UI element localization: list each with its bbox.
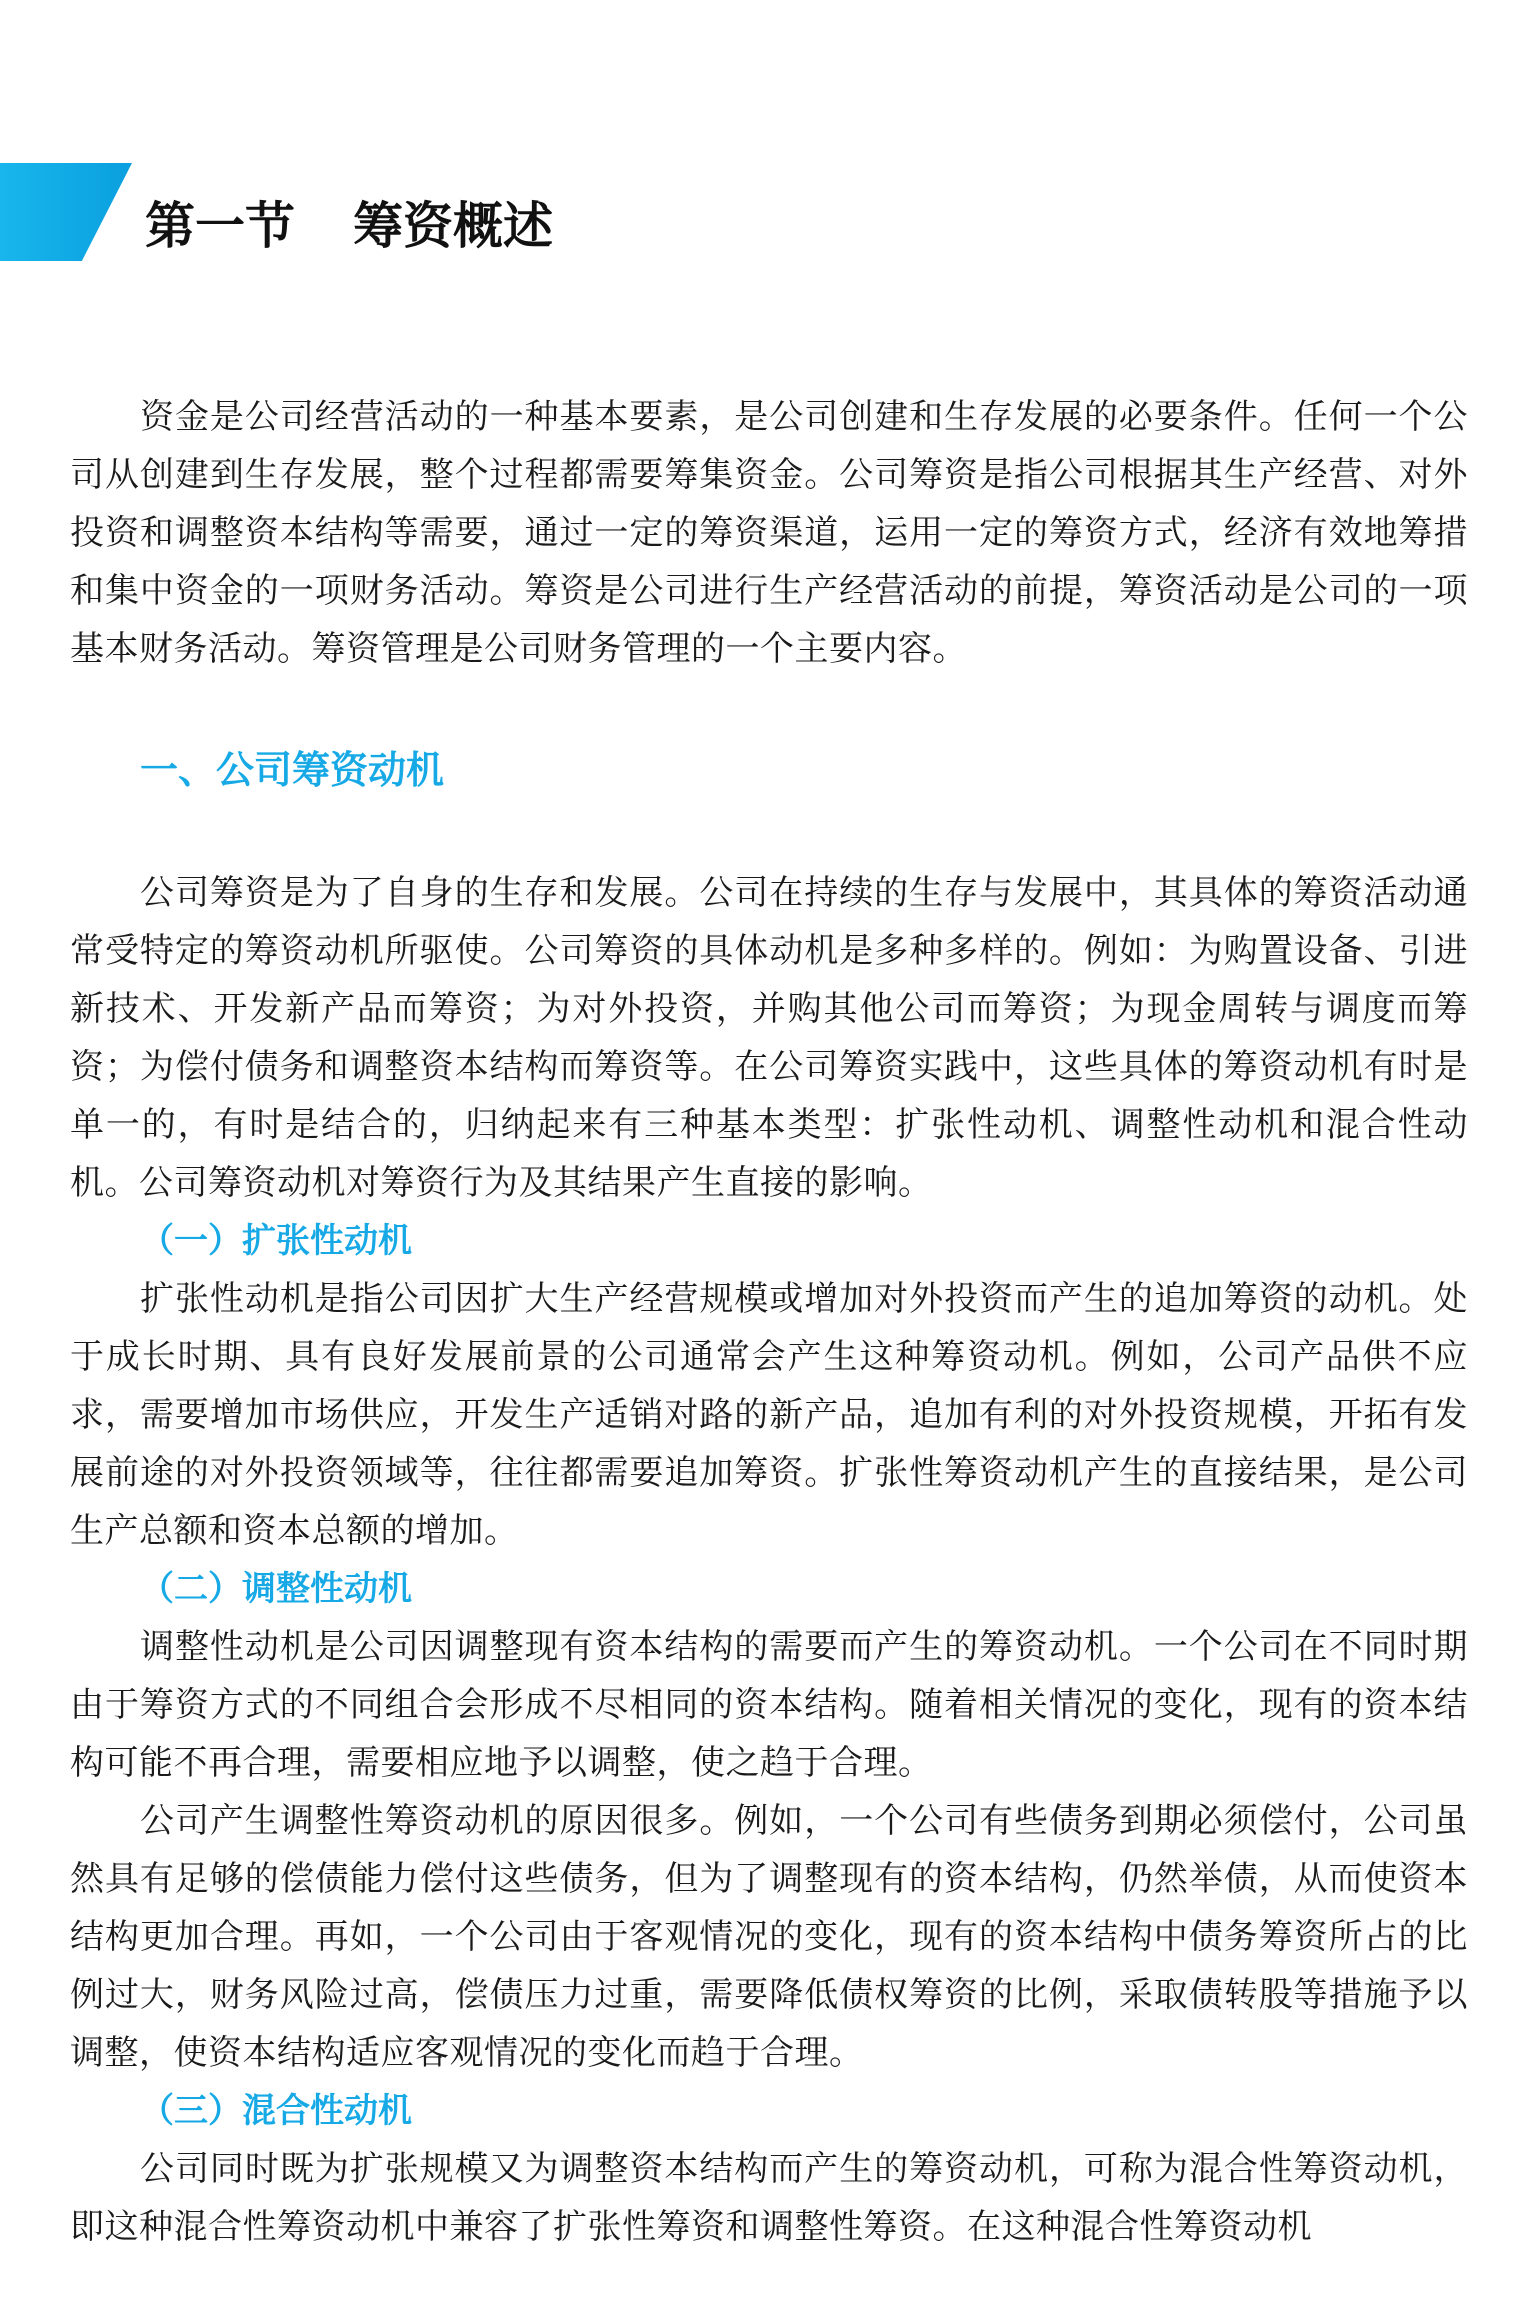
paragraph-expansion-motive: 扩张性动机是指公司因扩大生产经营规模或增加对外投资而产生的追加筹资的动机。处于成长时期、具有良好发展前景的公司通常会产生这种筹资动机。例如，公司产品供不应求，需要增加市场供应，开发生产适销对路的新产品，追加有利的对外投资规模，开拓有发展前途的对外投资领域等，往往都需要追加筹资。扩张性筹资动机产生的直接结果，是公司生产总额和资本总额的增加。 xyxy=(70,1279,1468,1551)
section-heading-motives: 一、公司筹资动机 xyxy=(140,748,445,792)
subheading-expansion-motive: （一）扩张性动机 xyxy=(140,1221,412,1261)
subheading-adjustment-motive: （二）调整性动机 xyxy=(140,1569,412,1609)
paragraph-adjustment-motive-2: 公司产生调整性筹资动机的原因很多。例如，一个公司有些债务到期必须偿付，公司虽然具有足够的偿债能力偿付这些债务，但为了调整现有的资本结构，仍然举债，从而使资本结构更加合理。再如，一个公司由于客观情况的变化，现有的资本结构中债务筹资所占的比例过大，财务风险过高，偿债压力过重，需要降低债权筹资的比例，采取债转股等措施予以调整，使资本结构适应客观情况的变化而趋于合理。 xyxy=(70,1801,1468,2073)
chapter-number: 第一节 xyxy=(145,197,295,255)
subheading-mixed-motive: （三）混合性动机 xyxy=(140,2091,412,2131)
page-content xyxy=(70,388,1468,2256)
paragraph-adjustment-motive-1: 调整性动机是公司因调整现有资本结构的需要而产生的筹资动机。一个公司在不同时期由于筹资方式的不同组合会形成不尽相同的资本结构。随着相关情况的变化，现有的资本结构可能不再合理，需要相应地予以调整，使之趋于合理。 xyxy=(70,1627,1468,1783)
chapter-title xyxy=(145,196,553,256)
intro-paragraph: 资金是公司经营活动的一种基本要素，是公司创建和生存发展的必要条件。任何一个公司从创建到生存发展，整个过程都需要筹集资金。公司筹资是指公司根据其生产经营、对外投资和调整资本结构等需要，通过一定的筹资渠道，运用一定的筹资方式，经济有效地筹措和集中资金的一项财务活动。筹资是公司进行生产经营活动的前提，筹资活动是公司的一项基本财务活动。筹资管理是公司财务管理的一个主要内容。 xyxy=(70,397,1468,669)
section-paragraph-motives: 公司筹资是为了自身的生存和发展。公司在持续的生存与发展中，其具体的筹资活动通常受特定的筹资动机所驱使。公司筹资的具体动机是多种多样的。例如：为购置设备、引进新技术、开发新产品而筹资；为对外投资，并购其他公司而筹资；为现金周转与调度而筹资；为偿付债务和调整资本结构而筹资等。在公司筹资实践中，这些具体的筹资动机有时是单一的，有时是结合的，归纳起来有三种基本类型：扩张性动机、调整性动机和混合性动机。公司筹资动机对筹资行为及其结果产生直接的影响。 xyxy=(70,873,1468,1203)
chapter-title-text: 筹资概述 xyxy=(353,197,553,255)
paragraph-mixed-motive: 公司同时既为扩张规模又为调整资本结构而产生的筹资动机，可称为混合性筹资动机，即这种混合性筹资动机中兼容了扩张性筹资和调整性筹资。在这种混合性筹资动机 xyxy=(70,2149,1468,2247)
chapter-accent-shape xyxy=(0,163,132,261)
